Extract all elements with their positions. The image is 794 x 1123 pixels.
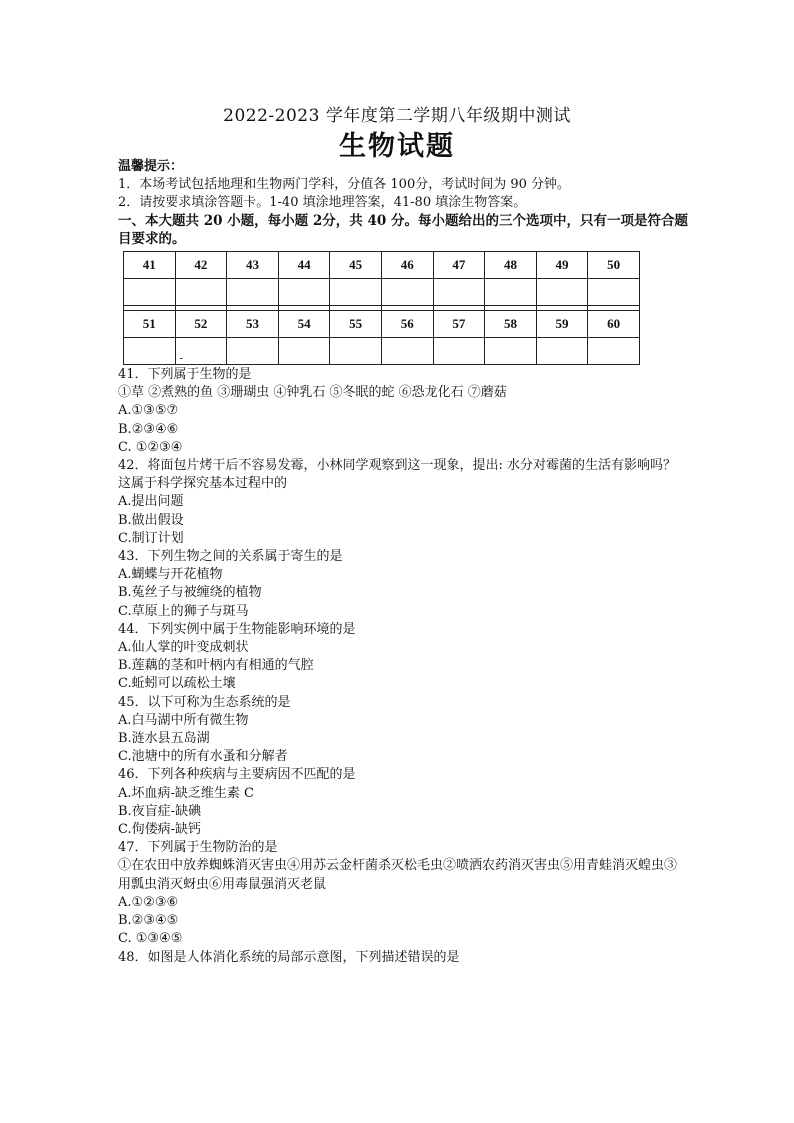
question-stem: 46．下列各种疾病与主要病因不匹配的是 [118, 767, 356, 783]
option-a: A.坏血病-缺乏维生素 C [118, 785, 254, 801]
answer-cell[interactable] [227, 338, 279, 365]
option-c: C. ①③④⑤ [118, 931, 183, 947]
option-c: C.佝偻病-缺钙 [118, 822, 202, 838]
option-b: B.夜盲症-缺碘 [118, 803, 202, 819]
grid-cell-number: 43 [227, 252, 279, 279]
answer-cell[interactable] [124, 338, 176, 365]
answer-cell[interactable] [175, 279, 227, 306]
option-a: A.仙人掌的叶变成刺状 [118, 640, 249, 656]
option-c: C.制订计划 [118, 530, 184, 546]
section-heading: 一、本大题共 20 小题，每小题 2分，共 40 分。每小题给出的三个选项中，只有一项是符合题目要求的。 [118, 213, 688, 247]
notice-item-1: 1．本场考试包括地理和生物两门学科，分值各 100分，考试时间为 90 分钟。 [118, 177, 571, 192]
option-b: B.做出假设 [118, 512, 184, 528]
answer-cell[interactable] [124, 279, 176, 306]
question-stem: 43．下列生物之间的关系属于寄生的是 [118, 549, 343, 565]
grid-cell-number: 50 [588, 252, 640, 279]
answer-cell-mark[interactable]: - [175, 338, 227, 365]
answer-cell[interactable] [433, 338, 485, 365]
grid-cell-number: 45 [330, 252, 382, 279]
grid-cell-number: 52 [175, 311, 227, 338]
option-b: B.莲藕的茎和叶柄内有相通的气腔 [118, 658, 314, 674]
answer-cell[interactable] [278, 338, 330, 365]
question-extra: ①草 ②煮熟的鱼 ③珊瑚虫 ④钟乳石 ⑤冬眠的蛇 ⑥恐龙化石 ⑦蘑菇 [118, 385, 507, 401]
grid-cell-number: 58 [485, 311, 537, 338]
question-stem: 44．下列实例中属于生物能影响环境的是 [118, 621, 356, 637]
grid-cell-number: 48 [485, 252, 537, 279]
grid-cell-number: 53 [227, 311, 279, 338]
option-c: C.池塘中的所有水蚤和分解者 [118, 749, 288, 765]
answer-cell[interactable] [381, 279, 433, 306]
question-stem: 41．下列属于生物的是 [118, 367, 252, 382]
answer-cell[interactable] [381, 338, 433, 365]
grid-cell-number: 44 [278, 252, 330, 279]
answer-cell[interactable] [536, 279, 588, 306]
question-stem: 42．将面包片烤干后不容易发霉，小林同学观察到这一现象，提出: 水分对霉菌的生活有影响吗？这属于科学探究基本过程中的 [118, 458, 677, 492]
option-a: A.蝴蝶与开花植物 [118, 567, 223, 583]
answer-cell[interactable] [485, 279, 537, 306]
option-a: A.白马湖中所有微生物 [118, 712, 249, 728]
option-c: C. ①②③④ [118, 439, 183, 455]
question-stem: 48．如图是人体消化系统的局部示意图，下列描述错误的是 [118, 949, 460, 965]
question-stem: 47．下列属于生物防治的是 [118, 840, 278, 856]
grid-cell-number: 60 [588, 311, 640, 338]
grid-cell-number: 41 [124, 252, 176, 279]
grid-cell-number: 51 [124, 311, 176, 338]
notice-block [118, 158, 698, 248]
answer-grid-blank-row [124, 338, 640, 365]
option-a: A.①②③⑥ [118, 894, 179, 910]
answer-cell[interactable] [227, 279, 279, 306]
answer-cell[interactable] [485, 338, 537, 365]
grid-cell-number: 54 [278, 311, 330, 338]
answer-cell[interactable] [433, 279, 485, 306]
notice-heading: 温馨提示： [118, 159, 184, 174]
option-a: A.①③⑤⑦ [118, 403, 179, 419]
subject-title: 生物试题 [339, 131, 455, 162]
exam-title-line: 2022-2023 学年度第二学期八年级期中测试 [223, 106, 571, 126]
answer-grid-blank-row [124, 279, 640, 306]
option-b: B.涟水县五岛湖 [118, 731, 210, 747]
answer-cell[interactable] [536, 338, 588, 365]
answer-cell[interactable] [330, 338, 382, 365]
option-c: C.蚯蚓可以疏松土壤 [118, 676, 236, 692]
notice-item-2: 2．请按要求填涂答题卡。1-40 填涂地理答案，41-80 填涂生物答案。 [118, 195, 527, 210]
answer-grid-number-row [124, 311, 640, 338]
option-a: A.提出问题 [118, 494, 184, 510]
answer-grid [123, 251, 640, 365]
answer-cell[interactable] [588, 279, 640, 306]
grid-cell-number: 57 [433, 311, 485, 338]
grid-cell-number: 47 [433, 252, 485, 279]
grid-cell-number: 46 [381, 252, 433, 279]
answer-cell[interactable] [278, 279, 330, 306]
answer-cell[interactable] [330, 279, 382, 306]
grid-cell-number: 42 [175, 252, 227, 279]
grid-cell-number: 49 [536, 252, 588, 279]
grid-cell-number: 56 [381, 311, 433, 338]
option-b: B.②③④⑥ [118, 421, 179, 437]
option-b: B.菟丝子与被缠绕的植物 [118, 585, 262, 601]
grid-cell-number: 59 [536, 311, 588, 338]
question-list [118, 366, 688, 967]
option-b: B.②③④⑤ [118, 913, 179, 929]
question-stem: 45．以下可称为生态系统的是 [118, 694, 291, 710]
question-extra: ①在农田中放养蜘蛛消灭害虫④用苏云金杆菌杀灭松毛虫②喷洒农药消灭害虫⑤用青蛙消灭蝗虫③用瓢虫消灭蚜虫⑥用毒鼠强消灭老鼠 [118, 858, 678, 892]
answer-cell[interactable] [588, 338, 640, 365]
grid-cell-number: 55 [330, 311, 382, 338]
option-c: C.草原上的狮子与斑马 [118, 603, 249, 619]
answer-grid-number-row [124, 252, 640, 279]
